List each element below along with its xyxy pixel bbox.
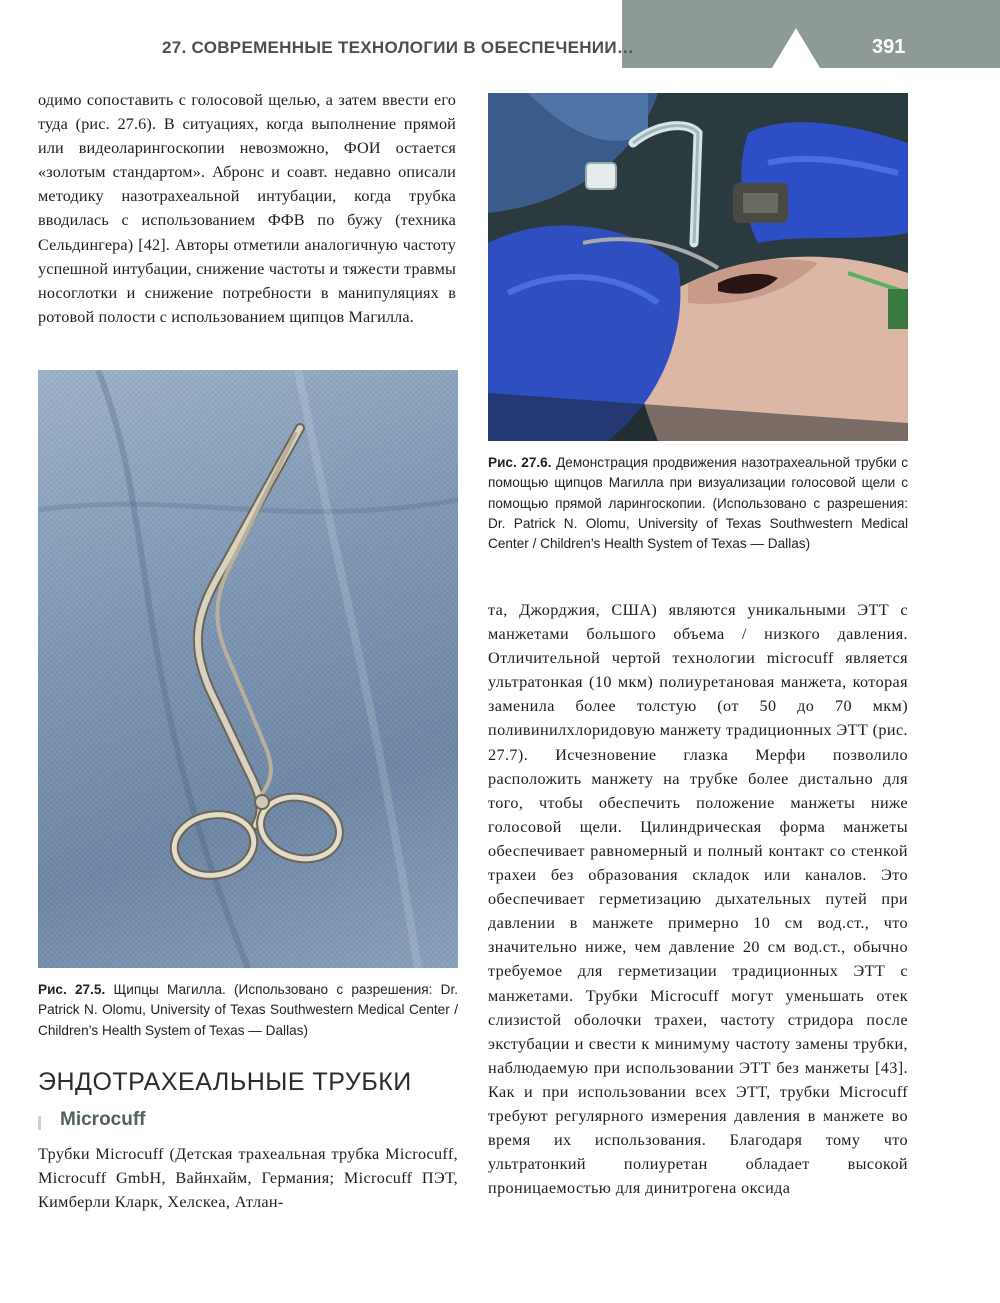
intubation-scene-illustration (488, 93, 908, 441)
figure-27-5-photo (38, 370, 458, 968)
subsection-marker (38, 1116, 41, 1130)
header-triangle-decoration (772, 28, 820, 68)
section-title: ЭНДОТРАХЕАЛЬНЫЕ ТРУБКИ (38, 1068, 412, 1096)
figure-27-5-caption-text: Щипцы Магилла. (Использовано с разрешения: Dr. Patrick N. Olomu, University of Texas Southwestern Medical Center / Children’s Health System of Texas — Dallas) (38, 982, 459, 1038)
right-paragraph: та, Джорджия, США) являются уникальными ЭТТ с манжетами большого объема / низкого давления. Отличительной чертой технологии microcuff является ультратонкая (10 мкм) полиуретановая манжета, которая заменила более толстую (от 50 до 70 мкм) поливинилхлоридовую манжету традиционных ЭТТ (рис. 27.7). Исчезновение глазка Мерфи позволило расположить манжету на трубке более дистально для того, чтобы обеспечить положение манжеты ниже голосовой щели. Цилиндрическая форма манжеты обеспечивает равномерный и полный контакт со стенкой трахеи без образования складок или каналов. Это обеспечивает герметизацию дыхательных путей при давлении в манжете примерно 10 см вод.ст., что значительно ниже, чем давление 20 см вод.ст., обычно требуемое для герметизации традиционных ЭТТ с манжетами. Трубки Microcuff могут уменьшать отек слизистой оболочки трахеи, частоту стридора после экстубации и свести к минимуму частоту замены трубки, наблюдаемую при использовании ЭТТ без манжеты [43]. Как и при использовании всех ЭТТ, трубки Microcuff требуют регулярного измерения давления в манжете во время их использования. Благодаря тому что ультратонкий полиуретан обладает высокой проницаемостью для динитрогена оксида (488, 601, 908, 1198)
magill-forceps-illustration (38, 370, 458, 968)
left-paragraph: одимо сопоставить с голосовой щелью, а затем ввести его туда (рис. 27.6). В ситуациях, когда выполнение прямой или видеоларингоскопии невозможно, ФОИ остается «золотым стандартом». Абронс и соавт. недавно описали методику назотрахеальной интубации, когда трубка вводилась с использованием ФФВ по бужу (техника Сельдингера) [42]. Авторы отметили аналогичную частоту успешной интубации, снижение частоты и тяжести травмы носоглотки и снижение потребности в манипуляциях в ротовой полости с использованием щипцов Магилла. (38, 91, 456, 326)
left-column-text (38, 88, 456, 329)
page-number: 391 (872, 36, 906, 58)
figure-27-5-label: Рис. 27.5. (38, 982, 106, 997)
microcuff-text (38, 1142, 458, 1214)
figure-27-6-caption (488, 453, 908, 554)
figure-27-6-caption-text: Демонстрация продвижения назотрахеальной трубки с помощью щипцов Магилла при визуализации голосовой щели с помощью прямой ларингоскопии. (Использовано с разрешения: Dr. Patrick N. Olomu, University of Texas Southwestern Medical Center / Children’s Health System of Texas — Dallas) (488, 455, 909, 552)
figure-27-6-photo (488, 93, 908, 441)
figure-27-5-caption (38, 980, 458, 1041)
chapter-header-title: 27. СОВРЕМЕННЫЕ ТЕХНОЛОГИИ В ОБЕСПЕЧЕНИИ… (162, 38, 635, 57)
right-column-text (488, 598, 908, 1200)
microcuff-paragraph: Трубки Microcuff (Детская трахеальная трубка Microcuff, Microcuff GmbH, Вайнхайм, Германия; Microcuff ПЭТ, Кимберли Кларк, Хелскеа, Атлан- (38, 1145, 458, 1212)
subsection-title: Microcuff (60, 1109, 146, 1130)
figure-27-6-label: Рис. 27.6. (488, 455, 552, 470)
